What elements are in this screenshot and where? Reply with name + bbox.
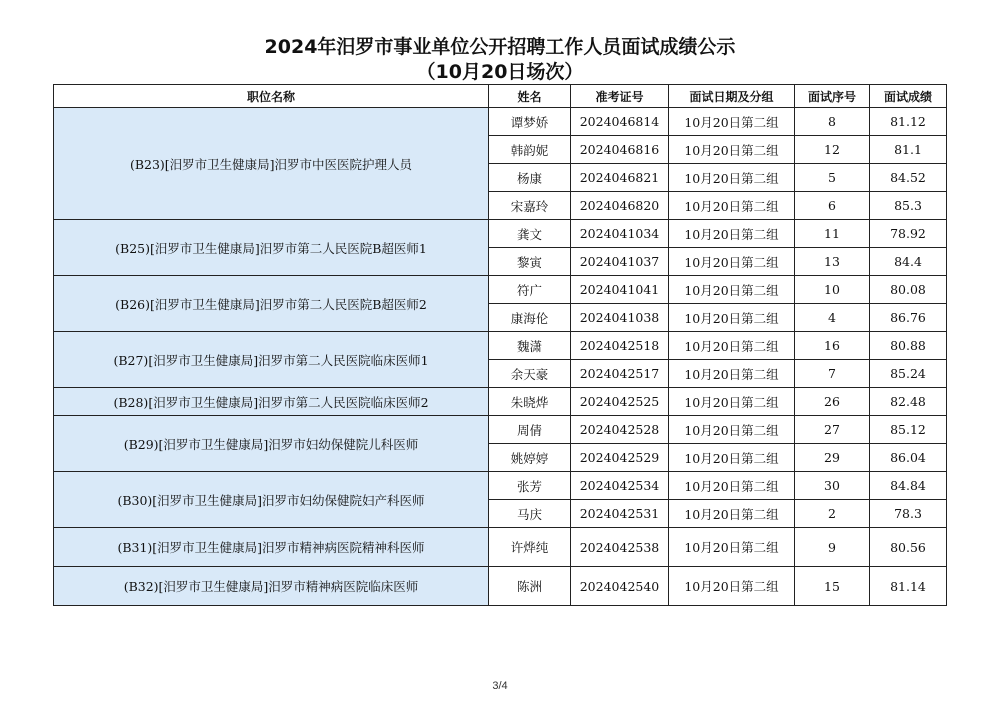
seq-cell: 16 [795,332,870,360]
seq-cell: 5 [795,164,870,192]
score-cell: 82.48 [870,388,947,416]
page-number: 3/4 [492,680,508,692]
ticket-cell: 2024042529 [571,444,669,472]
table-row [54,108,947,136]
ticket-cell: 2024041038 [571,304,669,332]
table-row [54,567,947,606]
name-cell: 姚婷婷 [489,444,571,472]
position-cell: (B30)[汨罗市卫生健康局]汨罗市妇幼保健院妇产科医师 [54,472,489,528]
header-score: 面试成绩 [870,85,947,108]
position-cell: (B31)[汨罗市卫生健康局]汨罗市精神病医院精神科医师 [54,528,489,567]
name-cell: 谭梦娇 [489,108,571,136]
ticket-cell: 2024041037 [571,248,669,276]
seq-cell: 30 [795,472,870,500]
seq-cell: 12 [795,136,870,164]
position-cell: (B27)[汨罗市卫生健康局]汨罗市第二人民医院临床医师1 [54,332,489,388]
date-group-cell: 10月20日第二组 [669,276,795,304]
score-cell: 85.3 [870,192,947,220]
date-group-cell: 10月20日第二组 [669,472,795,500]
date-group-cell: 10月20日第二组 [669,528,795,567]
header-name: 姓名 [489,85,571,108]
score-cell: 81.14 [870,567,947,606]
ticket-cell: 2024042534 [571,472,669,500]
seq-cell: 2 [795,500,870,528]
name-cell: 宋嘉玲 [489,192,571,220]
seq-cell: 8 [795,108,870,136]
table-row [54,388,947,416]
name-cell: 马庆 [489,500,571,528]
date-group-cell: 10月20日第二组 [669,248,795,276]
date-group-cell: 10月20日第二组 [669,500,795,528]
name-cell: 许烨纯 [489,528,571,567]
name-cell: 张芳 [489,472,571,500]
table-row [54,472,947,500]
ticket-cell: 2024042525 [571,388,669,416]
header-position: 职位名称 [54,85,489,108]
ticket-cell: 2024042531 [571,500,669,528]
date-group-cell: 10月20日第二组 [669,567,795,606]
score-cell: 78.92 [870,220,947,248]
date-group-cell: 10月20日第二组 [669,304,795,332]
ticket-cell: 2024041041 [571,276,669,304]
date-group-cell: 10月20日第二组 [669,164,795,192]
name-cell: 周倩 [489,416,571,444]
ticket-cell: 2024046821 [571,164,669,192]
ticket-cell: 2024046816 [571,136,669,164]
name-cell: 朱晓烨 [489,388,571,416]
score-table [53,84,947,606]
name-cell: 黎寅 [489,248,571,276]
header-ticket: 准考证号 [571,85,669,108]
seq-cell: 10 [795,276,870,304]
name-cell: 魏潇 [489,332,571,360]
position-cell: (B32)[汨罗市卫生健康局]汨罗市精神病医院临床医师 [54,567,489,606]
ticket-cell: 2024046820 [571,192,669,220]
name-cell: 余天豪 [489,360,571,388]
table-row [54,276,947,304]
name-cell: 康海伦 [489,304,571,332]
name-cell: 韩韵妮 [489,136,571,164]
ticket-cell: 2024042517 [571,360,669,388]
table-row [54,332,947,360]
seq-cell: 29 [795,444,870,472]
score-cell: 84.4 [870,248,947,276]
ticket-cell: 2024041034 [571,220,669,248]
score-cell: 81.12 [870,108,947,136]
table-row [54,220,947,248]
header-seq: 面试序号 [795,85,870,108]
date-group-cell: 10月20日第二组 [669,108,795,136]
date-group-cell: 10月20日第二组 [669,416,795,444]
score-cell: 81.1 [870,136,947,164]
name-cell: 符广 [489,276,571,304]
score-cell: 80.88 [870,332,947,360]
table-body [54,108,947,606]
table-row [54,528,947,567]
score-cell: 80.56 [870,528,947,567]
date-group-cell: 10月20日第二组 [669,332,795,360]
score-cell: 80.08 [870,276,947,304]
ticket-cell: 2024046814 [571,108,669,136]
score-cell: 85.12 [870,416,947,444]
seq-cell: 4 [795,304,870,332]
table-header-row [54,85,947,108]
score-cell: 86.76 [870,304,947,332]
date-group-cell: 10月20日第二组 [669,388,795,416]
seq-cell: 7 [795,360,870,388]
date-group-cell: 10月20日第二组 [669,136,795,164]
position-cell: (B28)[汨罗市卫生健康局]汨罗市第二人民医院临床医师2 [54,388,489,416]
seq-cell: 13 [795,248,870,276]
seq-cell: 6 [795,192,870,220]
position-cell: (B23)[汨罗市卫生健康局]汨罗市中医医院护理人员 [54,108,489,220]
position-cell: (B25)[汨罗市卫生健康局]汨罗市第二人民医院B超医师1 [54,220,489,276]
date-group-cell: 10月20日第二组 [669,360,795,388]
ticket-cell: 2024042540 [571,567,669,606]
seq-cell: 27 [795,416,870,444]
position-cell: (B26)[汨罗市卫生健康局]汨罗市第二人民医院B超医师2 [54,276,489,332]
document-subtitle: （10月20日场次） [416,61,584,83]
name-cell: 杨康 [489,164,571,192]
score-cell: 78.3 [870,500,947,528]
score-cell: 85.24 [870,360,947,388]
date-group-cell: 10月20日第二组 [669,444,795,472]
ticket-cell: 2024042518 [571,332,669,360]
header-date-group: 面试日期及分组 [669,85,795,108]
score-cell: 84.84 [870,472,947,500]
document-title: 2024年汨罗市事业单位公开招聘工作人员面试成绩公示 [264,36,736,58]
name-cell: 龚文 [489,220,571,248]
table-row [54,416,947,444]
seq-cell: 26 [795,388,870,416]
ticket-cell: 2024042538 [571,528,669,567]
ticket-cell: 2024042528 [571,416,669,444]
score-cell: 84.52 [870,164,947,192]
seq-cell: 15 [795,567,870,606]
seq-cell: 11 [795,220,870,248]
position-cell: (B29)[汨罗市卫生健康局]汨罗市妇幼保健院儿科医师 [54,416,489,472]
date-group-cell: 10月20日第二组 [669,220,795,248]
seq-cell: 9 [795,528,870,567]
name-cell: 陈洲 [489,567,571,606]
score-cell: 86.04 [870,444,947,472]
date-group-cell: 10月20日第二组 [669,192,795,220]
